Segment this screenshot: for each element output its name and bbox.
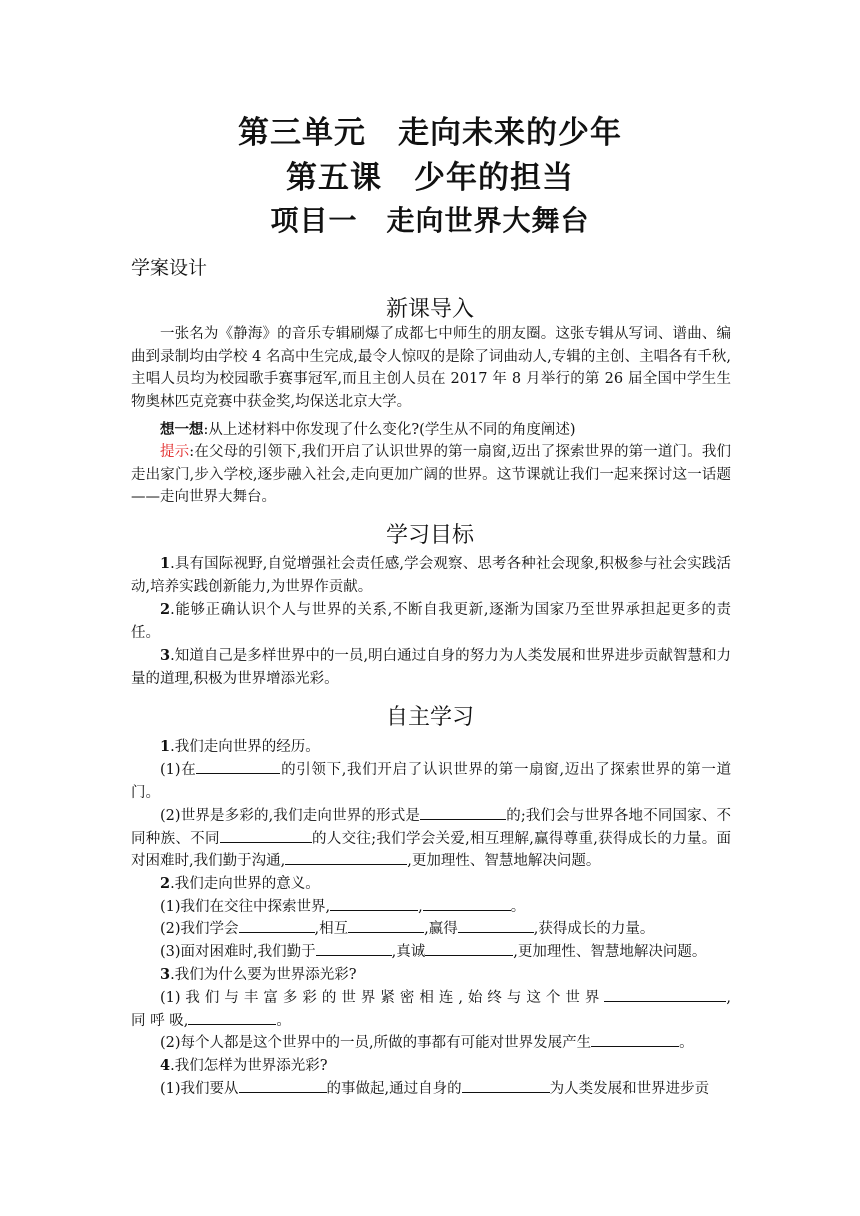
fill-blank[interactable] <box>239 918 315 933</box>
text-segment: (1) 我 们 与 丰 富 多 彩 的 世 界 紧 密 相 连 , 始 终 与 这 个 世 界 <box>160 990 605 1006</box>
fill-blank[interactable] <box>604 987 726 1002</box>
fill-blank[interactable] <box>423 896 511 911</box>
fill-blank[interactable] <box>458 918 534 933</box>
question-1-1 <box>131 759 731 804</box>
goal-number: 1 <box>160 555 171 572</box>
question-1-2 <box>131 805 731 873</box>
fill-blank[interactable] <box>425 941 513 956</box>
text-segment: (1)我们在交往中探索世界, <box>160 899 331 915</box>
intro-story: 一张名为《静海》的音乐专辑刷爆了成都七中师生的朋友圈。这张专辑从写词、谱曲、编曲到录制均由学校 4 名高中生完成,最令人惊叹的是除了词曲动人,专辑的主创、主唱各有千秋,主唱人员均为校园歌手赛事冠军,而且主创人员在 2017 年 8 月举行的第 26 届全国中学生生物奥林匹克竞赛中获金奖,均保送北京大学。 <box>131 326 731 410</box>
think-paragraph <box>131 419 731 442</box>
text-segment: ,获得成长的力量。 <box>533 921 655 937</box>
text-segment: 的人交往;我们学会关爱,相互理解,赢得尊重,获得成长的力量。面对困难时,我们勤于沟通, <box>131 830 731 869</box>
question-3-1 <box>131 987 731 1032</box>
text-segment: (1)在 <box>160 762 197 778</box>
hint-text: :在父母的引领下,我们开启了认识世界的第一扇窗,迈出了探索世界的第一道门。我们走出家门,步入学校,逐步融入社会,走向更加广阔的世界。这节课就让我们一起来探讨这一话题——走向世界大舞台。 <box>131 444 731 505</box>
lesson-title: 第五课 少年的担当 <box>286 160 574 196</box>
text-segment: ,更加理性、智慧地解决问题。 <box>407 853 601 869</box>
text-segment: 。 <box>510 899 526 915</box>
goal-item <box>131 645 731 690</box>
question-3-2 <box>131 1032 731 1055</box>
text-segment: ,更加理性、智慧地解决问题。 <box>513 944 707 960</box>
question-3 <box>131 964 731 987</box>
hint-paragraph <box>131 441 731 509</box>
fill-blank[interactable] <box>188 1010 276 1025</box>
question-title: .我们为什么要为世界添光彩? <box>170 967 357 983</box>
text-segment: 。 <box>276 1012 291 1029</box>
question-number: 2 <box>160 875 171 892</box>
text-segment: 的事做起,通过自身的 <box>326 1081 462 1097</box>
fill-blank[interactable] <box>462 1078 550 1093</box>
intro-heading: 新课导入 <box>385 297 474 322</box>
question-title: .我们走向世界的经历。 <box>170 739 320 755</box>
text-segment: , <box>418 899 423 915</box>
text-segment: (3)面对困难时,我们勤于 <box>160 944 316 960</box>
goal-number: 3 <box>160 647 171 664</box>
goal-number: 2 <box>160 601 171 618</box>
goal-item <box>131 599 731 644</box>
text-segment: 为人类发展和世界进步贡 <box>549 1081 710 1097</box>
think-text: :从上述材料中你发现了什么变化?(学生从不同的角度阐述) <box>203 422 576 438</box>
question-4-1 <box>131 1078 731 1101</box>
unit-title: 第三单元 走向未来的少年 <box>238 115 622 151</box>
fill-blank[interactable] <box>348 918 424 933</box>
question-number: 1 <box>160 738 171 755</box>
think-label: 想一想 <box>160 421 204 438</box>
fill-blank[interactable] <box>220 828 312 843</box>
question-2 <box>131 873 731 896</box>
text-segment: (2)我们学会 <box>160 921 239 937</box>
fill-blank[interactable] <box>330 896 418 911</box>
question-2-3 <box>131 941 731 964</box>
text-segment: ,相互 <box>314 921 349 937</box>
text-segment: , 同 呼 吸, <box>131 990 731 1029</box>
goals-heading: 学习目标 <box>385 523 474 548</box>
text-segment: 。 <box>679 1035 694 1051</box>
fill-blank[interactable] <box>239 1078 327 1093</box>
question-2-2 <box>131 918 731 941</box>
text-segment: (2)每个人都是这个世界中的一员,所做的事都有可能对世界发展产生 <box>160 1035 592 1051</box>
text-segment: (2)世界是多彩的,我们走向世界的形式是 <box>160 808 421 824</box>
goal-text: .知道自己是多样世界中的一员,明白通过自身的努力为人类发展和世界进步贡献智慧和力量的道理,积极为世界增添光彩。 <box>131 648 731 687</box>
section-label: 学案设计 <box>131 257 208 279</box>
goal-text: .能够正确认识个人与世界的关系,不断自我更新,逐渐为国家乃至世界承担起更多的责任。 <box>131 602 731 641</box>
question-title: .我们怎样为世界添光彩? <box>170 1058 328 1074</box>
text-segment: 的;我们会与世界各地不同国家、不同种族、不同 <box>131 808 731 847</box>
question-2-1 <box>131 896 731 919</box>
project-title: 项目一 走向世界大舞台 <box>270 204 590 237</box>
fill-blank[interactable] <box>591 1032 679 1047</box>
question-1 <box>131 736 731 759</box>
question-number: 4 <box>160 1057 171 1074</box>
self-study-heading: 自主学习 <box>385 705 474 730</box>
fill-blank[interactable] <box>196 759 280 774</box>
question-4 <box>131 1055 731 1078</box>
text-segment: ,真诚 <box>391 944 426 960</box>
text-segment: (1)我们要从 <box>160 1081 239 1097</box>
goal-text: .具有国际视野,自觉增强社会责任感,学会观察、思考各种社会现象,积极参与社会实践活动,培养实践创新能力,为世界作贡献。 <box>131 556 731 595</box>
fill-blank[interactable] <box>285 850 407 865</box>
goal-item <box>131 553 731 598</box>
question-number: 3 <box>160 966 171 983</box>
fill-blank[interactable] <box>316 941 392 956</box>
question-title: .我们走向世界的意义。 <box>170 876 320 892</box>
text-segment: ,赢得 <box>424 921 458 937</box>
hint-label: 提示 <box>160 444 190 460</box>
fill-blank[interactable] <box>420 805 506 820</box>
text-segment: 的引领下,我们开启了认识世界的第一扇窗,迈出了探索世界的第一道门。 <box>131 762 731 801</box>
